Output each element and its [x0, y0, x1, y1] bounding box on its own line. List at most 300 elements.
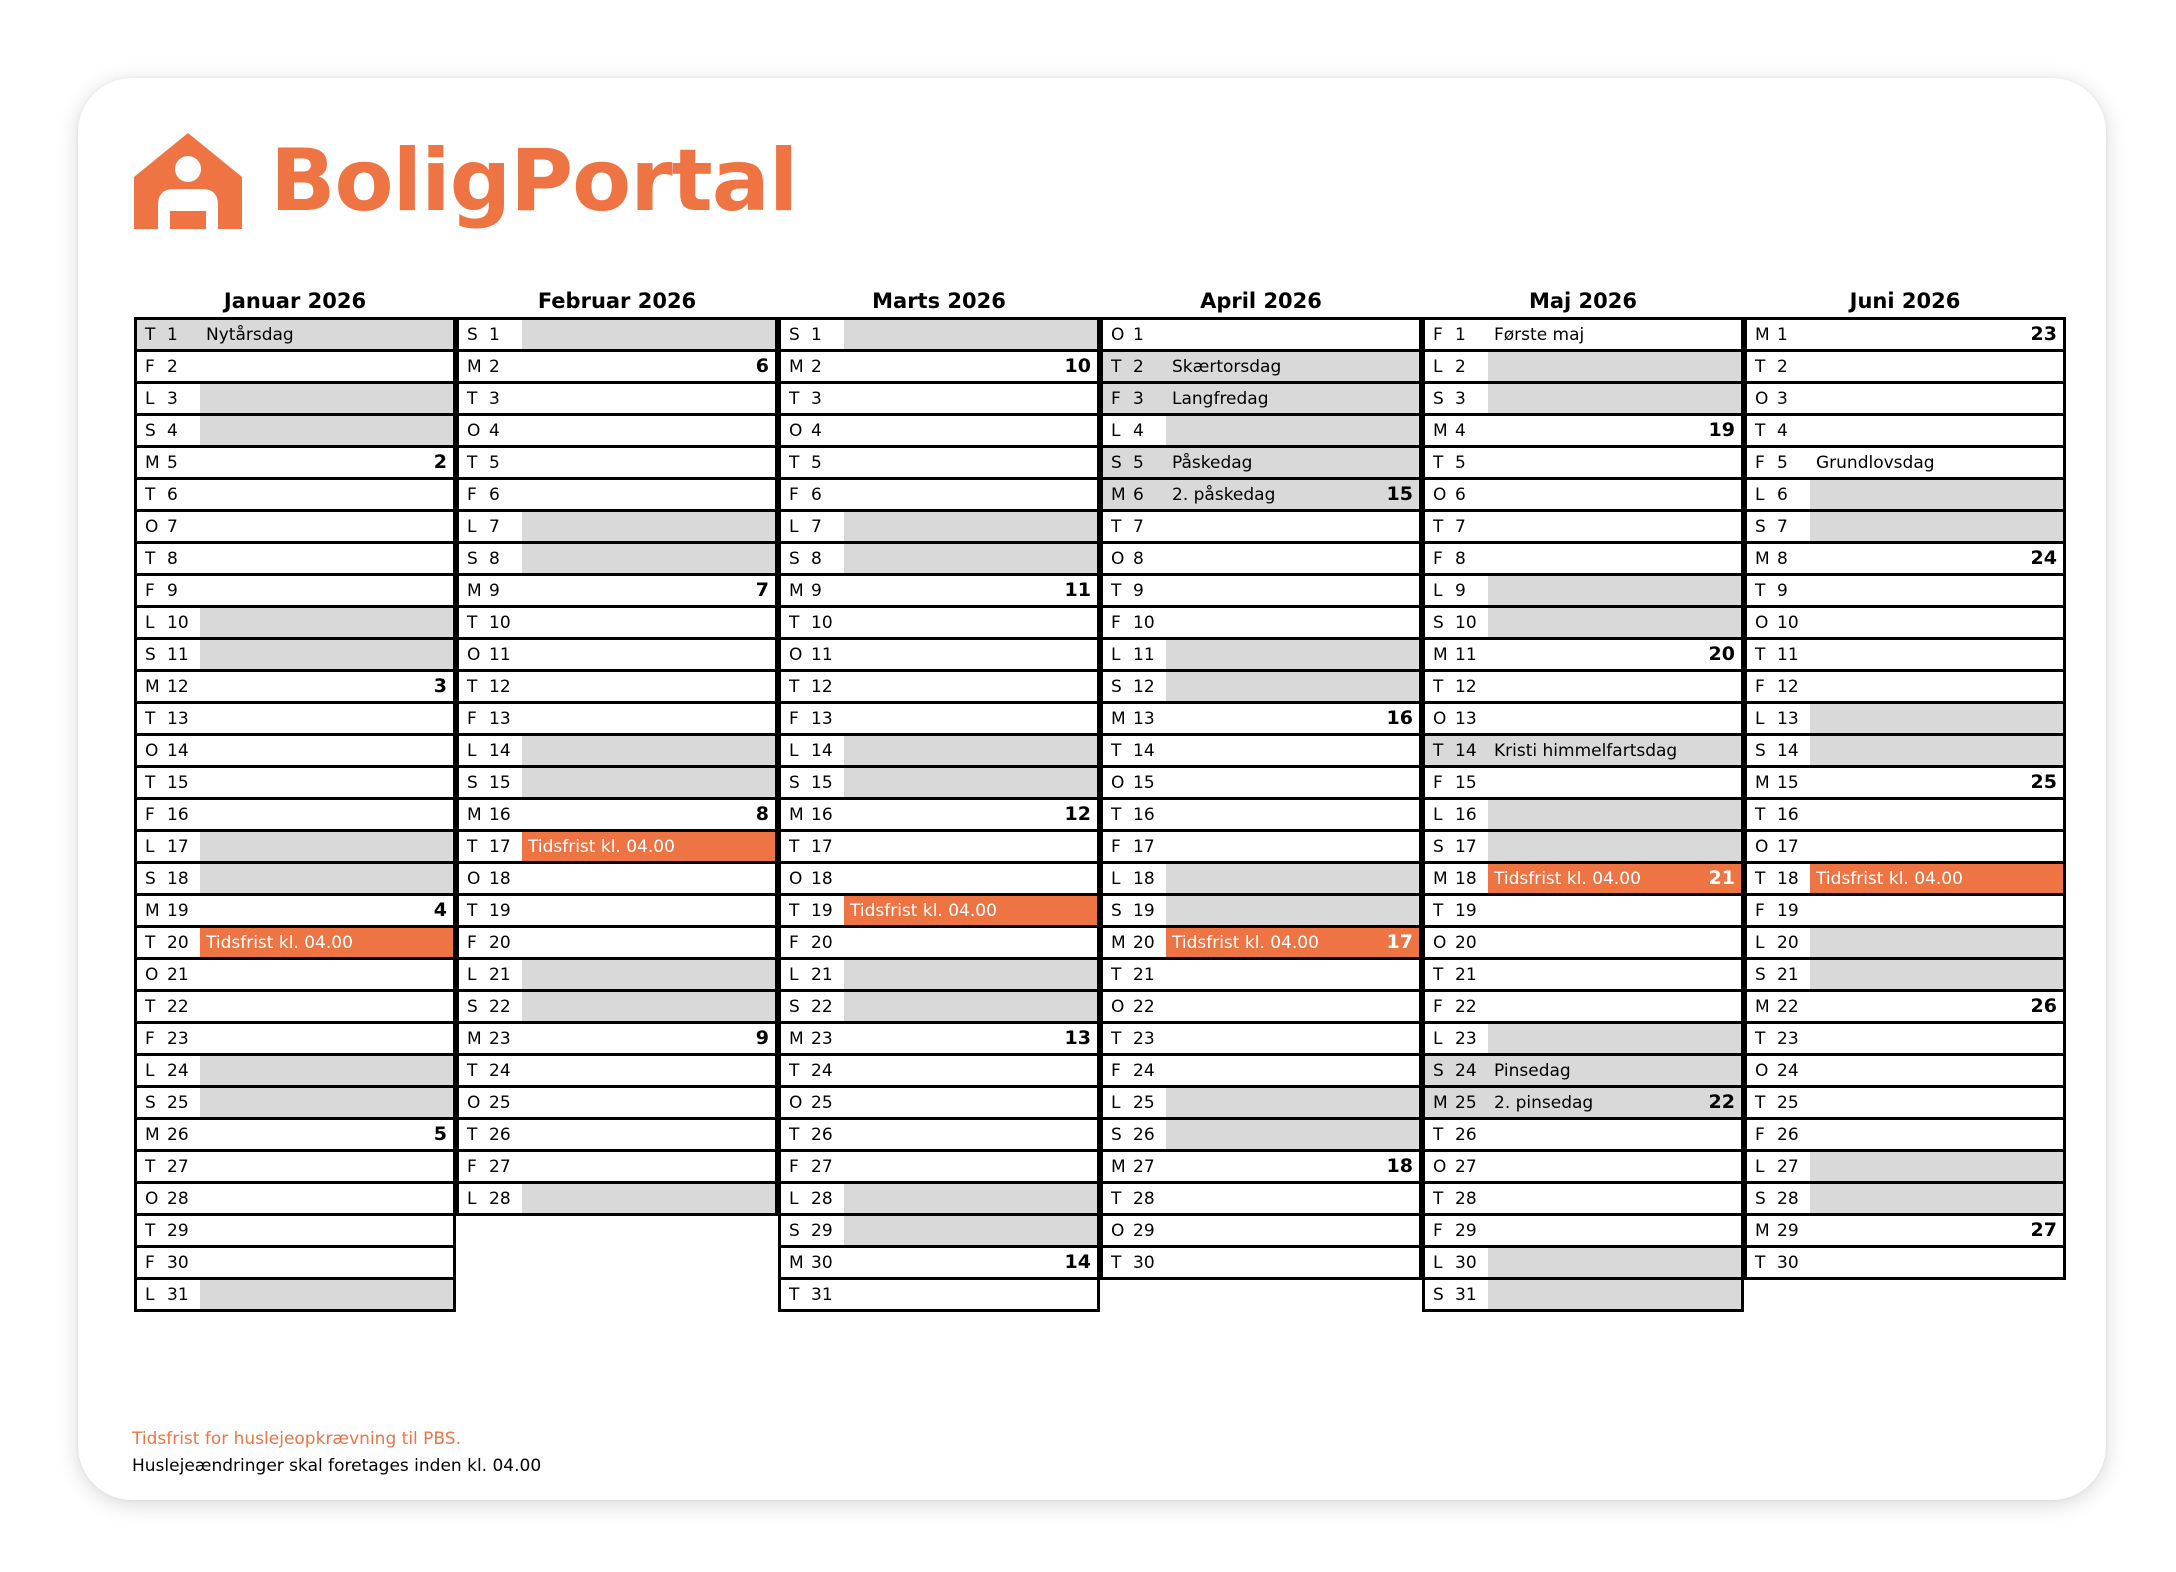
day-label	[1103, 645, 1166, 665]
day-row	[1103, 704, 1419, 736]
day-number: 30	[811, 1252, 833, 1273]
day-number: 6	[489, 484, 500, 505]
day-row	[781, 480, 1097, 512]
weekday-letter: M	[467, 804, 482, 825]
day-number: 16	[1777, 804, 1799, 825]
day-row	[1747, 704, 2063, 736]
weekday-letter: T	[145, 708, 156, 729]
month-column	[1422, 283, 1744, 1312]
day-number: 9	[811, 580, 822, 601]
day-number: 26	[811, 1124, 833, 1145]
day-number: 11	[489, 644, 511, 665]
day-number: 3	[1455, 388, 1466, 409]
weekday-letter: M	[467, 580, 482, 601]
weekday-letter: T	[1433, 452, 1444, 473]
day-label	[1103, 965, 1166, 985]
day-label	[1425, 837, 1488, 857]
week-number: 26	[2030, 995, 2057, 1017]
day-row	[1425, 928, 1741, 960]
day-label	[1425, 901, 1488, 921]
day-number: 4	[1455, 420, 1466, 441]
day-row	[1103, 352, 1419, 384]
day-number: 11	[1777, 644, 1799, 665]
day-number: 12	[167, 676, 189, 697]
day-number: 24	[811, 1060, 833, 1081]
day-row	[459, 1056, 775, 1088]
weekday-letter: T	[789, 1060, 800, 1081]
day-number: 20	[167, 932, 189, 953]
day-row	[781, 384, 1097, 416]
weekday-letter: T	[467, 676, 478, 697]
weekday-letter: L	[1755, 484, 1765, 505]
day-row	[1425, 736, 1741, 768]
day-label	[1103, 549, 1166, 569]
day-number: 8	[1777, 548, 1788, 569]
day-row	[459, 832, 775, 864]
day-label	[1747, 1125, 1810, 1145]
day-label	[781, 1285, 844, 1305]
day-number: 17	[167, 836, 189, 857]
day-number: 28	[811, 1188, 833, 1209]
day-label	[1425, 549, 1488, 569]
day-row	[459, 576, 775, 608]
month-title: Marts 2026	[872, 289, 1006, 313]
day-row	[781, 896, 1097, 928]
day-label	[459, 613, 522, 633]
day-label	[781, 1253, 844, 1273]
day-row	[781, 832, 1097, 864]
day-row	[137, 1152, 453, 1184]
day-row	[459, 1120, 775, 1152]
weekday-letter: M	[1433, 644, 1448, 665]
day-number: 27	[1133, 1156, 1155, 1177]
day-note: 2. påskedag	[1172, 484, 1276, 505]
day-number: 21	[1133, 964, 1155, 985]
weekday-letter: M	[1433, 868, 1448, 889]
day-number: 6	[1133, 484, 1144, 505]
weekday-letter: S	[1433, 1060, 1444, 1081]
day-label	[781, 741, 844, 761]
weekday-letter: F	[1433, 772, 1443, 793]
day-row	[781, 1184, 1097, 1216]
day-label	[459, 997, 522, 1017]
day-row	[781, 800, 1097, 832]
day-label	[137, 901, 200, 921]
weekday-letter: O	[145, 964, 159, 985]
week-number: 22	[1708, 1091, 1735, 1113]
day-number: 11	[1133, 644, 1155, 665]
day-number: 23	[167, 1028, 189, 1049]
weekday-letter: O	[789, 644, 803, 665]
day-label	[1425, 517, 1488, 537]
weekday-letter: T	[789, 1124, 800, 1145]
day-number: 5	[489, 452, 500, 473]
day-label	[137, 645, 200, 665]
day-row	[1103, 416, 1419, 448]
day-label	[459, 901, 522, 921]
weekday-letter: S	[467, 772, 478, 793]
day-number: 2	[1133, 356, 1144, 377]
weekday-letter: T	[1111, 964, 1122, 985]
day-row	[781, 1248, 1097, 1280]
day-number: 21	[1777, 964, 1799, 985]
weekday-letter: O	[1111, 996, 1125, 1017]
day-row	[459, 928, 775, 960]
day-number: 23	[1777, 1028, 1799, 1049]
day-row	[459, 384, 775, 416]
day-row	[781, 608, 1097, 640]
day-row	[137, 576, 453, 608]
day-number: 22	[1455, 996, 1477, 1017]
weekday-letter: T	[467, 1060, 478, 1081]
day-number: 6	[811, 484, 822, 505]
day-number: 7	[1133, 516, 1144, 537]
day-label	[1747, 1221, 1810, 1241]
day-number: 21	[489, 964, 511, 985]
day-number: 20	[1133, 932, 1155, 953]
day-number: 4	[811, 420, 822, 441]
month-column	[1744, 283, 2066, 1312]
day-number: 10	[489, 612, 511, 633]
day-number: 9	[489, 580, 500, 601]
day-number: 13	[1133, 708, 1155, 729]
day-row	[137, 832, 453, 864]
day-label	[1425, 741, 1488, 761]
weekday-letter: T	[145, 484, 156, 505]
day-row	[137, 1088, 453, 1120]
day-number: 29	[1455, 1220, 1477, 1241]
day-label	[1747, 677, 1810, 697]
day-label	[1103, 389, 1166, 409]
day-number: 15	[1455, 772, 1477, 793]
day-row	[1103, 672, 1419, 704]
weekday-letter: L	[1111, 1092, 1121, 1113]
day-row	[1747, 320, 2063, 352]
day-number: 4	[167, 420, 178, 441]
day-row	[1747, 480, 2063, 512]
weekday-letter: O	[145, 1188, 159, 1209]
day-label	[459, 581, 522, 601]
month-column	[1100, 283, 1422, 1312]
day-row	[459, 416, 775, 448]
weekday-letter: L	[1111, 644, 1121, 665]
day-number: 25	[1455, 1092, 1477, 1113]
day-list	[1744, 317, 2066, 1280]
weekday-letter: T	[145, 932, 156, 953]
day-number: 18	[1777, 868, 1799, 889]
week-number: 2	[433, 451, 447, 473]
day-number: 25	[167, 1092, 189, 1113]
weekday-letter: M	[789, 356, 804, 377]
day-number: 17	[1455, 836, 1477, 857]
half-year-calendar	[134, 283, 2066, 1312]
day-number: 15	[167, 772, 189, 793]
day-number: 24	[1455, 1060, 1477, 1081]
weekday-letter: S	[789, 548, 800, 569]
weekday-letter: O	[145, 516, 159, 537]
day-label	[781, 869, 844, 889]
weekday-letter: L	[467, 964, 477, 985]
month-title: Februar 2026	[537, 289, 697, 313]
weekday-letter: F	[1433, 996, 1443, 1017]
day-number: 5	[1455, 452, 1466, 473]
day-list	[134, 317, 456, 1312]
weekday-letter: S	[789, 324, 800, 345]
day-number: 31	[1455, 1284, 1477, 1305]
day-number: 10	[1133, 612, 1155, 633]
weekday-letter: L	[1433, 804, 1443, 825]
day-note: 2. pinsedag	[1494, 1092, 1594, 1113]
weekday-letter: F	[145, 1028, 155, 1049]
day-row	[459, 896, 775, 928]
day-label	[781, 645, 844, 665]
weekday-letter: O	[1433, 1156, 1447, 1177]
week-number: 6	[755, 355, 769, 377]
weekday-letter: M	[1111, 484, 1126, 505]
weekday-letter: F	[789, 708, 799, 729]
weekday-letter: T	[1755, 868, 1766, 889]
day-label	[1103, 357, 1166, 377]
day-label	[459, 325, 522, 345]
day-label	[781, 549, 844, 569]
weekday-letter: L	[145, 612, 155, 633]
day-number: 5	[1777, 452, 1788, 473]
day-row	[137, 1248, 453, 1280]
day-row	[1747, 448, 2063, 480]
day-number: 29	[811, 1220, 833, 1241]
day-label	[137, 1253, 200, 1273]
day-label	[1747, 933, 1810, 953]
day-row	[459, 736, 775, 768]
day-label	[459, 965, 522, 985]
weekday-letter: S	[1111, 676, 1122, 697]
weekday-letter: T	[1755, 420, 1766, 441]
day-number: 2	[489, 356, 500, 377]
day-row	[1747, 384, 2063, 416]
day-row	[1425, 384, 1741, 416]
day-label	[1103, 1125, 1166, 1145]
day-row	[1425, 1024, 1741, 1056]
day-label	[1747, 1061, 1810, 1081]
day-row	[137, 864, 453, 896]
day-label	[459, 837, 522, 857]
day-label	[137, 357, 200, 377]
weekday-letter: T	[1433, 740, 1444, 761]
day-label	[459, 805, 522, 825]
day-number: 26	[1133, 1124, 1155, 1145]
day-row	[781, 768, 1097, 800]
deadline-label: Tidsfrist kl. 04.00	[850, 900, 997, 921]
day-number: 19	[1133, 900, 1155, 921]
day-list	[456, 317, 778, 1216]
day-number: 21	[811, 964, 833, 985]
day-label	[137, 741, 200, 761]
weekday-letter: L	[1755, 708, 1765, 729]
day-row	[459, 960, 775, 992]
day-label	[1103, 741, 1166, 761]
day-row	[1103, 480, 1419, 512]
weekday-letter: M	[145, 900, 160, 921]
day-row	[1425, 1248, 1741, 1280]
weekday-letter: O	[789, 420, 803, 441]
day-label	[781, 1189, 844, 1209]
week-number: 25	[2030, 771, 2057, 793]
day-label	[781, 1125, 844, 1145]
day-label	[459, 741, 522, 761]
day-number: 28	[1777, 1188, 1799, 1209]
day-row	[459, 800, 775, 832]
day-row	[781, 1024, 1097, 1056]
day-row	[137, 768, 453, 800]
day-label	[1103, 1029, 1166, 1049]
day-number: 20	[489, 932, 511, 953]
weekday-letter: T	[1111, 740, 1122, 761]
day-label	[1425, 1125, 1488, 1145]
week-number: 10	[1064, 355, 1091, 377]
day-label	[781, 1029, 844, 1049]
weekday-letter: T	[467, 388, 478, 409]
day-label	[781, 805, 844, 825]
weekday-letter: T	[1433, 900, 1444, 921]
day-row	[1747, 672, 2063, 704]
day-number: 1	[1455, 324, 1466, 345]
day-row	[1747, 352, 2063, 384]
day-row	[781, 672, 1097, 704]
day-number: 4	[1133, 420, 1144, 441]
day-note: Grundlovsdag	[1816, 452, 1935, 473]
day-label	[459, 1189, 522, 1209]
day-row	[1747, 992, 2063, 1024]
day-label	[1747, 325, 1810, 345]
weekday-letter: O	[1755, 388, 1769, 409]
day-label	[137, 517, 200, 537]
deadline-label: Tidsfrist kl. 04.00	[1172, 932, 1319, 953]
day-number: 23	[1133, 1028, 1155, 1049]
day-number: 25	[1777, 1092, 1799, 1113]
weekday-letter: T	[1433, 1188, 1444, 1209]
day-row	[459, 480, 775, 512]
day-row	[1425, 992, 1741, 1024]
day-label	[137, 965, 200, 985]
weekday-letter: T	[145, 996, 156, 1017]
day-label	[1103, 1157, 1166, 1177]
day-row	[1747, 512, 2063, 544]
weekday-letter: S	[1433, 388, 1444, 409]
day-row	[1425, 672, 1741, 704]
weekday-letter: F	[1111, 836, 1121, 857]
day-number: 10	[167, 612, 189, 633]
day-label	[1425, 389, 1488, 409]
day-row	[137, 928, 453, 960]
day-label	[1747, 1189, 1810, 1209]
day-note: Skærtorsdag	[1172, 356, 1282, 377]
weekday-letter: S	[145, 644, 156, 665]
day-row	[459, 1152, 775, 1184]
day-number: 19	[1777, 900, 1799, 921]
weekday-letter: T	[1433, 964, 1444, 985]
day-label	[459, 517, 522, 537]
day-number: 14	[1455, 740, 1477, 761]
day-number: 31	[167, 1284, 189, 1305]
day-number: 7	[1777, 516, 1788, 537]
day-number: 27	[489, 1156, 511, 1177]
day-row	[1747, 1088, 2063, 1120]
day-row	[1425, 1152, 1741, 1184]
day-number: 25	[489, 1092, 511, 1113]
weekday-letter: O	[145, 740, 159, 761]
day-label	[137, 1061, 200, 1081]
day-number: 3	[167, 388, 178, 409]
day-label	[459, 421, 522, 441]
weekday-letter: F	[467, 484, 477, 505]
day-label	[1747, 1157, 1810, 1177]
day-row	[1747, 800, 2063, 832]
day-number: 16	[1133, 804, 1155, 825]
day-row	[1103, 576, 1419, 608]
week-number: 17	[1386, 931, 1413, 953]
day-number: 2	[1777, 356, 1788, 377]
day-label	[781, 581, 844, 601]
weekday-letter: F	[789, 1156, 799, 1177]
weekday-letter: O	[467, 1092, 481, 1113]
day-label	[1747, 517, 1810, 537]
day-label	[1747, 389, 1810, 409]
day-number: 14	[489, 740, 511, 761]
day-row	[1103, 512, 1419, 544]
day-label	[781, 325, 844, 345]
day-number: 19	[167, 900, 189, 921]
day-label	[1103, 453, 1166, 473]
day-note: Pinsedag	[1494, 1060, 1571, 1081]
day-number: 22	[1777, 996, 1799, 1017]
day-number: 2	[167, 356, 178, 377]
weekday-letter: F	[145, 356, 155, 377]
day-label	[781, 773, 844, 793]
day-label	[1747, 805, 1810, 825]
day-number: 17	[1777, 836, 1799, 857]
weekday-letter: T	[1433, 676, 1444, 697]
day-row	[1425, 1056, 1741, 1088]
day-number: 17	[811, 836, 833, 857]
day-row	[1425, 640, 1741, 672]
day-label	[459, 1125, 522, 1145]
day-number: 22	[489, 996, 511, 1017]
weekday-letter: O	[1111, 324, 1125, 345]
day-label	[1747, 581, 1810, 601]
weekday-letter: T	[1755, 644, 1766, 665]
weekday-letter: L	[145, 388, 155, 409]
week-number: 5	[433, 1123, 447, 1145]
day-row	[1103, 320, 1419, 352]
weekday-letter: T	[467, 1124, 478, 1145]
weekday-letter: F	[1433, 548, 1443, 569]
day-label	[137, 421, 200, 441]
weekday-letter: T	[1755, 580, 1766, 601]
day-label	[1425, 1285, 1488, 1305]
day-row	[137, 352, 453, 384]
deadline-label: Tidsfrist kl. 04.00	[528, 836, 675, 857]
day-number: 14	[1133, 740, 1155, 761]
day-row	[137, 992, 453, 1024]
day-row	[459, 704, 775, 736]
weekday-letter: T	[1111, 516, 1122, 537]
day-row	[1747, 544, 2063, 576]
day-label	[781, 677, 844, 697]
day-number: 1	[167, 324, 178, 345]
day-row	[137, 384, 453, 416]
month-column	[778, 283, 1100, 1312]
week-number: 24	[2030, 547, 2057, 569]
